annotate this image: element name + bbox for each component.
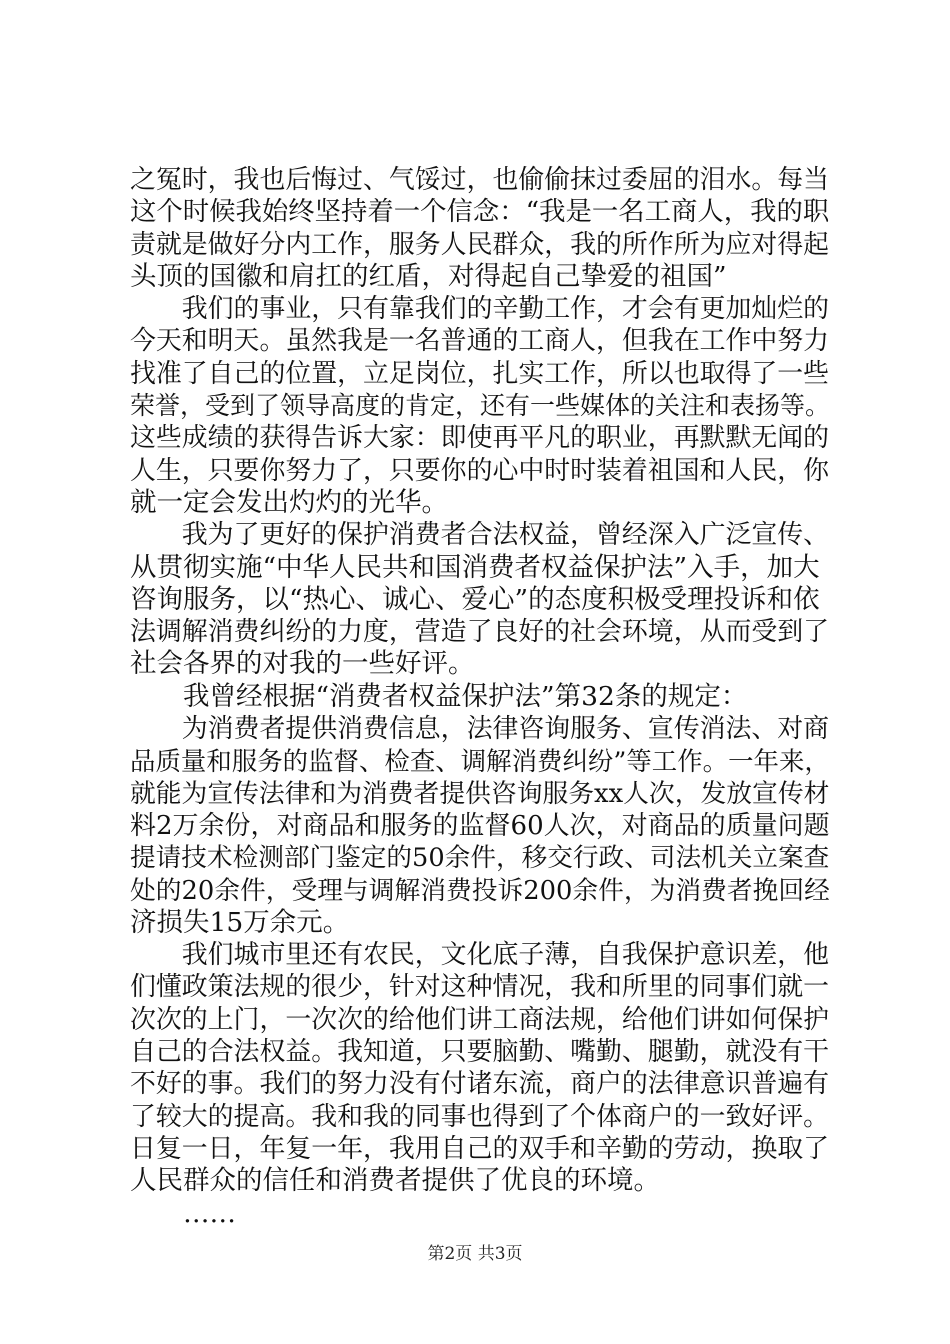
text-line: 料2万余份，对商品和服务的监督60人次，对商品的质量问题 (130, 810, 830, 841)
text-line: 自己的合法权益。我知道，只要脑勤、嘴勤、腿勤，就没有干 (130, 1037, 830, 1068)
text-line: 咨询服务，以“热心、诚心、爱心”的态度积极受理投诉和依 (130, 583, 820, 615)
text-line: 头顶的国徽和肩扛的红盾，对得起自己挚爱的祖国” (130, 260, 727, 292)
text-line: 这些成绩的获得告诉大家：即使再平凡的职业，再默默无闻的 (130, 423, 830, 454)
text-line: 为消费者提供消费信息，法律咨询服务、宣传消法、对商 (130, 714, 830, 745)
text-line: 人生，只要你努力了，只要你的心中时时装着祖国和人民，你 (130, 455, 830, 486)
text-line: 不好的事。我们的努力没有付诸东流，商户的法律意识普遍有 (130, 1069, 830, 1100)
document-body (130, 164, 830, 1230)
text-line: 次次的上门，一次次的给他们讲工商法规，给他们讲如何保护 (130, 1004, 830, 1035)
page-number-label: 第2页 共3页 (427, 1244, 523, 1264)
text-line: 之冤时，我也后悔过、气馁过，也偷偷抹过委屈的泪水。每当 (130, 165, 830, 195)
text-line: 社会各界的对我的一些好评。 (130, 648, 475, 680)
text-line: 荣誉，受到了领导高度的肯定，还有一些媒体的关注和表扬等。 (130, 391, 831, 421)
text-line: …… (130, 1197, 236, 1229)
text-line: 济损失15万余元。 (130, 906, 350, 938)
text-line: 找准了自己的位置，立足岗位，扎实工作，所以也取得了一些 (130, 358, 830, 389)
text-line: 就能为宣传法律和为消费者提供咨询服务xx人次，发放宣传材 (130, 778, 830, 809)
text-line: 我为了更好的保护消费者合法权益，曾经深入广泛宣传、 (130, 520, 830, 551)
text-line: 品质量和服务的监督、检查、调解消费纠纷”等工作。一年来， (130, 746, 830, 777)
text-line: 提请技术检测部门鉴定的50余件，移交行政、司法机关立案查 (130, 843, 830, 874)
text-line: 日复一日，年复一年，我用自己的双手和辛勤的劳动，换取了 (130, 1133, 830, 1164)
text-line: 今天和明天。虽然我是一名普通的工商人，但我在工作中努力 (130, 326, 830, 357)
text-line: 我们城市里还有农民，文化底子薄，自我保护意识差，他 (130, 940, 830, 971)
text-line: 我曾经根据“消费者权益保护法”第32条的规定： (130, 680, 748, 712)
page-footer (0, 1243, 950, 1265)
text-line: 人民群众的信任和消费者提供了优良的环境。 (130, 1165, 660, 1197)
text-line: 从贯彻实施“中华人民共和国消费者权益保护法”入手，加大 (130, 551, 820, 583)
text-line: 这个时候我始终坚持着一个信念：“我是一名工商人，我的职 (130, 197, 830, 228)
text-line: 们懂政策法规的很少，针对这种情况，我和所里的同事们就一 (130, 972, 830, 1003)
text-line: 我们的事业，只有靠我们的辛勤工作，才会有更加灿烂的 (130, 294, 830, 325)
text-line: 法调解消费纠纷的力度，营造了良好的社会环境，从而受到了 (130, 617, 830, 648)
text-line: 处的20余件，受理与调解消费投诉200余件，为消费者挽回经 (130, 875, 830, 906)
text-line: 责就是做好分内工作，服务人民群众，我的所作所为应对得起 (130, 229, 830, 260)
text-line: 了较大的提高。我和我的同事也得到了个体商户的一致好评。 (130, 1101, 830, 1132)
text-line: 就一定会发出灼灼的光华。 (130, 486, 448, 518)
